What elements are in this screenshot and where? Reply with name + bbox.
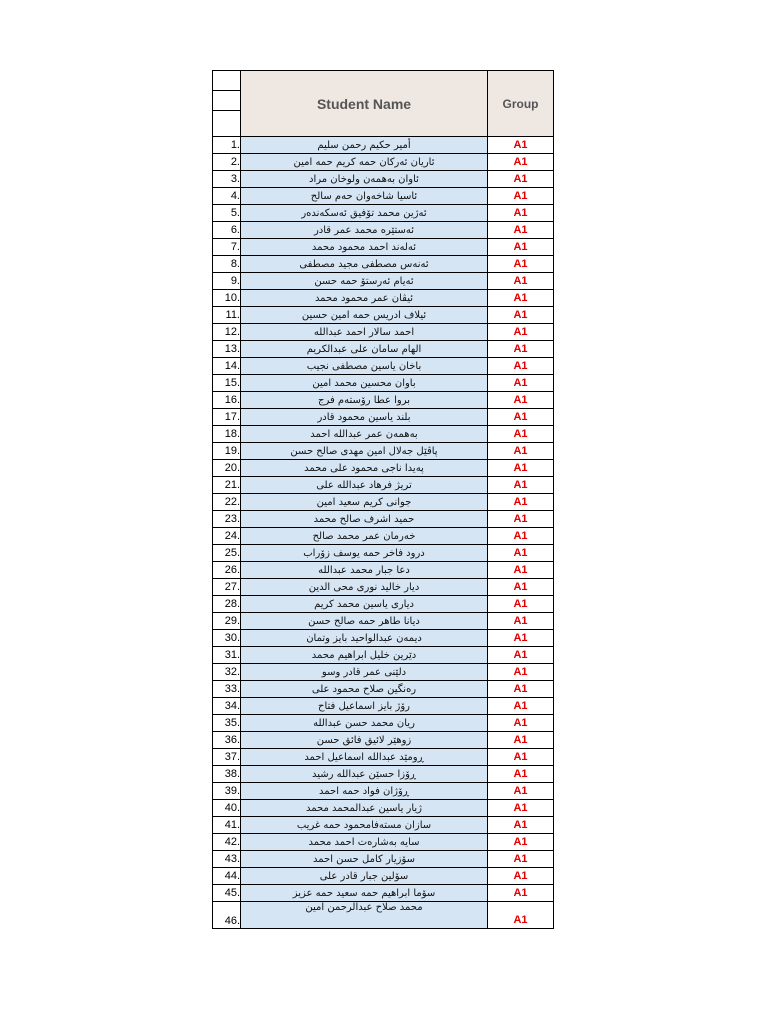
table-row — [213, 715, 554, 732]
group-value: A1 — [488, 715, 554, 732]
row-number: 28. — [213, 596, 241, 613]
student-name: ئیڤان عمر محمود محمد — [241, 290, 488, 307]
row-number: 21. — [213, 477, 241, 494]
row-number: 42. — [213, 834, 241, 851]
header-number-cell-top — [213, 71, 241, 91]
student-name: ئەیام ئەرستۆ حمە حسن — [241, 273, 488, 290]
student-name: بەهمەن عمر عبدالله احمد — [241, 426, 488, 443]
table-row — [213, 511, 554, 528]
group-value: A1 — [488, 732, 554, 749]
group-value: A1 — [488, 460, 554, 477]
group-value: A1 — [488, 477, 554, 494]
student-name: رۆژ بایز اسماعیل فتاح — [241, 698, 488, 715]
group-value: A1 — [488, 171, 554, 188]
table-row — [213, 800, 554, 817]
student-name: سازان مستەفامحمود حمە غریب — [241, 817, 488, 834]
row-number: 44. — [213, 868, 241, 885]
row-number: 24. — [213, 528, 241, 545]
student-name: زوهێر لائیق فائق حسن — [241, 732, 488, 749]
table-row — [213, 749, 554, 766]
row-number: 27. — [213, 579, 241, 596]
group-value: A1 — [488, 664, 554, 681]
row-number: 30. — [213, 630, 241, 647]
student-name: سایە بەشارەت احمد محمد — [241, 834, 488, 851]
group-value: A1 — [488, 392, 554, 409]
student-name: ئیلاف ادریس حمە امین حسین — [241, 307, 488, 324]
table-row — [213, 307, 554, 324]
student-name: ژیار یاسین عبدالمحمد محمد — [241, 800, 488, 817]
table-row — [213, 596, 554, 613]
group-value: A1 — [488, 562, 554, 579]
student-name: محمد صلاح عبدالرحمن امین — [241, 902, 488, 929]
student-name: سۆزیار کامل حسن احمد — [241, 851, 488, 868]
student-name: دلێنی عمر قادر وسو — [241, 664, 488, 681]
row-number: 15. — [213, 375, 241, 392]
table-row — [213, 698, 554, 715]
group-value: A1 — [488, 681, 554, 698]
student-name: درود فاخر حمە یوسف زۆراب — [241, 545, 488, 562]
table-row — [213, 392, 554, 409]
group-value: A1 — [488, 358, 554, 375]
row-number: 36. — [213, 732, 241, 749]
student-name: ئەژین محمد تۆفیق ئەسکەندەر — [241, 205, 488, 222]
table-row — [213, 613, 554, 630]
group-value: A1 — [488, 256, 554, 273]
group-value: A1 — [488, 290, 554, 307]
row-number: 10. — [213, 290, 241, 307]
student-name: حمید اشرف صالح محمد — [241, 511, 488, 528]
student-name: دێرین خلیل ابراهیم محمد — [241, 647, 488, 664]
student-name: ڕۆژان فواد حمە احمد — [241, 783, 488, 800]
group-value: A1 — [488, 885, 554, 902]
table-row — [213, 630, 554, 647]
row-number: 37. — [213, 749, 241, 766]
group-value: A1 — [488, 494, 554, 511]
row-number: 17. — [213, 409, 241, 426]
row-number: 33. — [213, 681, 241, 698]
row-number: 19. — [213, 443, 241, 460]
row-number: 34. — [213, 698, 241, 715]
row-number: 16. — [213, 392, 241, 409]
row-number: 2. — [213, 154, 241, 171]
student-name: جوانی کریم سعید امین — [241, 494, 488, 511]
group-value: A1 — [488, 783, 554, 800]
table-row — [213, 205, 554, 222]
row-number: 29. — [213, 613, 241, 630]
student-table — [212, 70, 554, 929]
group-value: A1 — [488, 902, 554, 929]
table-row — [213, 766, 554, 783]
row-number: 35. — [213, 715, 241, 732]
row-number: 13. — [213, 341, 241, 358]
table-row — [213, 290, 554, 307]
group-value: A1 — [488, 409, 554, 426]
table-row — [213, 851, 554, 868]
student-name: تریژ فرهاد عبدالله علی — [241, 477, 488, 494]
student-name: باخان یاسین مصطفی نجیب — [241, 358, 488, 375]
student-name: دیانا طاهر حمە صالح حسن — [241, 613, 488, 630]
student-name: ئەنەس مصطفی مجید مصطفی — [241, 256, 488, 273]
student-name: پاڤێل جەلال امین مهدی صالح حسن — [241, 443, 488, 460]
row-number: 41. — [213, 817, 241, 834]
group-value: A1 — [488, 630, 554, 647]
group-value: A1 — [488, 222, 554, 239]
group-value: A1 — [488, 511, 554, 528]
table-row — [213, 885, 554, 902]
table-row — [213, 222, 554, 239]
group-value: A1 — [488, 426, 554, 443]
table-row — [213, 664, 554, 681]
row-number: 23. — [213, 511, 241, 528]
group-value: A1 — [488, 341, 554, 358]
group-value: A1 — [488, 579, 554, 596]
group-value: A1 — [488, 545, 554, 562]
table-row — [213, 783, 554, 800]
row-number: 14. — [213, 358, 241, 375]
row-number: 12. — [213, 324, 241, 341]
student-name: دیاری یاسین محمد کریم — [241, 596, 488, 613]
group-value: A1 — [488, 375, 554, 392]
group-value: A1 — [488, 154, 554, 171]
row-number: 31. — [213, 647, 241, 664]
table-row — [213, 562, 554, 579]
table-row — [213, 732, 554, 749]
student-name: سۆما ابراهیم حمە سعید حمە عزیز — [241, 885, 488, 902]
student-name: ئەلەند احمد محمود محمد — [241, 239, 488, 256]
student-name-header: Student Name — [241, 71, 488, 137]
row-number: 32. — [213, 664, 241, 681]
table-row — [213, 443, 554, 460]
student-name: باوان محسین محمد امین — [241, 375, 488, 392]
row-number: 25. — [213, 545, 241, 562]
student-name: الهام سامان علی عبدالکریم — [241, 341, 488, 358]
table-row — [213, 239, 554, 256]
student-name: احمد سالار احمد عبدالله — [241, 324, 488, 341]
student-name: ڕۆزا حسێن عبدالله رشید — [241, 766, 488, 783]
table-row — [213, 341, 554, 358]
row-number: 45. — [213, 885, 241, 902]
group-value: A1 — [488, 307, 554, 324]
group-value: A1 — [488, 698, 554, 715]
row-number: 39. — [213, 783, 241, 800]
group-value: A1 — [488, 647, 554, 664]
row-number: 5. — [213, 205, 241, 222]
row-number: 8. — [213, 256, 241, 273]
student-name: أمیر حکیم رحمن سلیم — [241, 137, 488, 154]
table-row — [213, 273, 554, 290]
table-row — [213, 426, 554, 443]
group-value: A1 — [488, 324, 554, 341]
header-number-cell-middle — [213, 91, 241, 111]
student-name: ئاسیا شاخەوان حەم سالح — [241, 188, 488, 205]
table-row — [213, 171, 554, 188]
student-name: ریان محمد حسن عبدالله — [241, 715, 488, 732]
table-row — [213, 477, 554, 494]
group-value: A1 — [488, 800, 554, 817]
row-number: 6. — [213, 222, 241, 239]
table-row — [213, 375, 554, 392]
student-name: بروا عطا رۆستەم فرج — [241, 392, 488, 409]
table-row — [213, 154, 554, 171]
student-name: رەنگین صلاح محمود علی — [241, 681, 488, 698]
group-value: A1 — [488, 868, 554, 885]
group-value: A1 — [488, 749, 554, 766]
table-row — [213, 324, 554, 341]
table-row — [213, 579, 554, 596]
group-value: A1 — [488, 834, 554, 851]
student-name: دیار خالید نوری محی الدین — [241, 579, 488, 596]
student-name: دعا جبار محمد عبدالله — [241, 562, 488, 579]
row-number: 20. — [213, 460, 241, 477]
student-name: سۆلین جبار قادر علی — [241, 868, 488, 885]
table-row — [213, 460, 554, 477]
table-row — [213, 902, 554, 929]
group-value: A1 — [488, 613, 554, 630]
table-row — [213, 868, 554, 885]
row-number: 38. — [213, 766, 241, 783]
student-name: ڕومێد عبدالله اسماعیل احمد — [241, 749, 488, 766]
table-row — [213, 817, 554, 834]
table-row — [213, 647, 554, 664]
group-value: A1 — [488, 528, 554, 545]
row-number: 7. — [213, 239, 241, 256]
student-name: پەیدا ناجی محمود علی محمد — [241, 460, 488, 477]
header-number-cell-bottom — [213, 111, 241, 137]
student-name: ئەستێرە محمد عمر قادر — [241, 222, 488, 239]
table-row — [213, 409, 554, 426]
student-name: بلند یاسین محمود قادر — [241, 409, 488, 426]
student-name: ئاریان ئەرکان حمە کریم حمە امین — [241, 154, 488, 171]
row-number: 18. — [213, 426, 241, 443]
row-number: 26. — [213, 562, 241, 579]
row-number: 22. — [213, 494, 241, 511]
group-value: A1 — [488, 851, 554, 868]
group-value: A1 — [488, 273, 554, 290]
student-name: دیمەن عبدالواحید بایز وتمان — [241, 630, 488, 647]
table-row — [213, 256, 554, 273]
row-number: 3. — [213, 171, 241, 188]
group-value: A1 — [488, 137, 554, 154]
group-value: A1 — [488, 817, 554, 834]
table-row — [213, 494, 554, 511]
table-row — [213, 681, 554, 698]
group-value: A1 — [488, 596, 554, 613]
table-row — [213, 358, 554, 375]
row-number: 11. — [213, 307, 241, 324]
student-name: خەرمان عمر محمد صالح — [241, 528, 488, 545]
row-number: 43. — [213, 851, 241, 868]
group-value: A1 — [488, 205, 554, 222]
row-number: 40. — [213, 800, 241, 817]
group-value: A1 — [488, 766, 554, 783]
row-number: 9. — [213, 273, 241, 290]
row-number: 4. — [213, 188, 241, 205]
group-value: A1 — [488, 443, 554, 460]
row-number: 1. — [213, 137, 241, 154]
row-number: 46. — [213, 902, 241, 929]
table-row — [213, 528, 554, 545]
group-value: A1 — [488, 239, 554, 256]
table-row — [213, 834, 554, 851]
table-row — [213, 188, 554, 205]
table-row — [213, 137, 554, 154]
group-value: A1 — [488, 188, 554, 205]
table-row — [213, 545, 554, 562]
group-header: Group — [488, 71, 554, 137]
student-name: ئاوان بەهمەن ولوخان مراد — [241, 171, 488, 188]
